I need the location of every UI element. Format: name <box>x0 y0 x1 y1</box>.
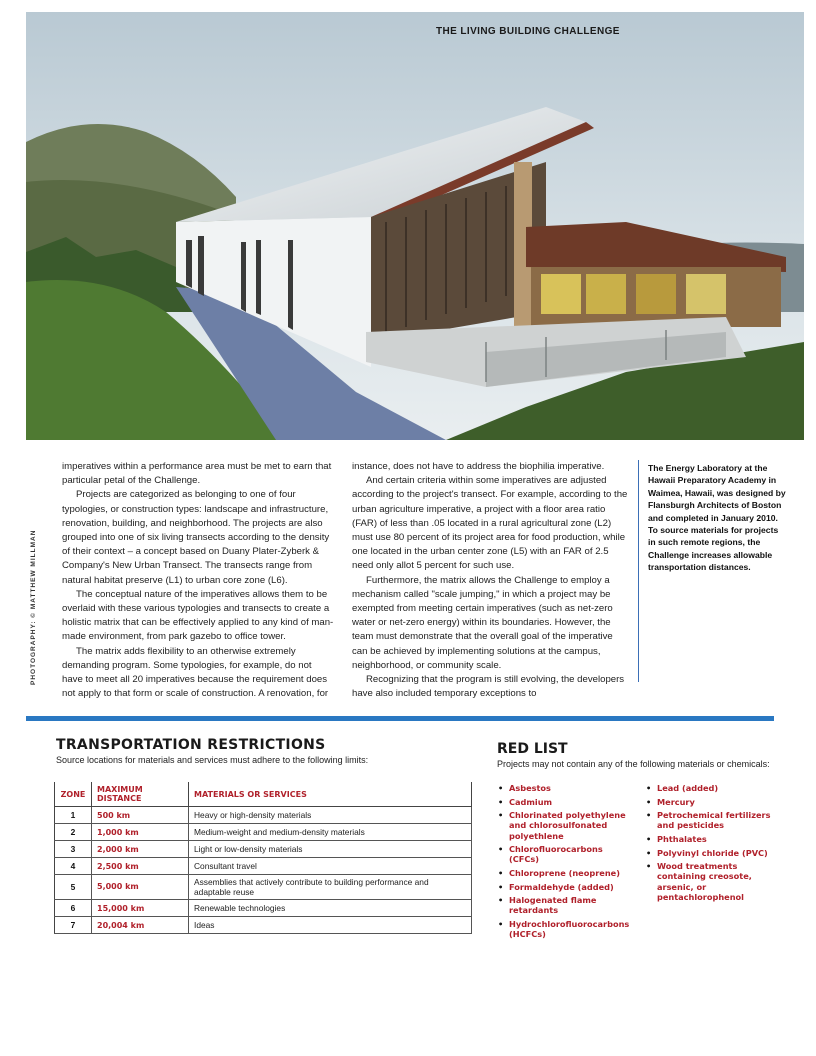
list-item: • Phthalates <box>645 834 773 844</box>
zone-cell: 7 <box>55 917 92 934</box>
paragraph: And certain criteria within some imperatives are adjusted according to the project's transect. For example, according to the urban agriculture imperative, a project with a floor area ratio (FAR) of less than .05 located in a rural agricultural zone (L2) must use 80 percent of its project area for food production, while one located in the urban center zone (L5) with an FAR of 2.5 need only allot 5 percent for such use. <box>352 475 628 572</box>
photo-caption: The Energy Laboratory at the Hawaii Preparatory Academy in Waimea, Hawaii, was designed by Flansburgh Architects of Boston and completed in January 2010. To source materials for projects in such remote regions, the Challenge increases allowable transportation distances. <box>648 463 786 573</box>
zone-cell: 2 <box>55 824 92 841</box>
materials-cell: Heavy or high-density materials <box>189 807 472 824</box>
zone-header: ZONE <box>55 782 92 807</box>
materials-header: MATERIALS OR SERVICES <box>189 782 472 807</box>
caption-divider <box>638 460 639 682</box>
distance-cell: 2,500 km <box>92 858 189 875</box>
list-item: • Polyvinyl chloride (PVC) <box>645 848 773 858</box>
zone-cell: 4 <box>55 858 92 875</box>
list-item: • Mercury <box>645 797 773 807</box>
table-row <box>55 900 472 917</box>
energy-laboratory-illustration <box>26 12 804 440</box>
list-item: • Petrochemical fertilizers and pesticides <box>645 810 773 830</box>
transportation-subtitle: Source locations for materials and services must adhere to the following limits: <box>56 755 369 765</box>
photo-credit: PHOTOGRAPHY: © MATTHEW MILLMAN <box>30 529 37 685</box>
list-item: • Formaldehyde (added) <box>497 882 629 892</box>
list-item: • Cadmium <box>497 797 629 807</box>
materials-cell: Renewable technologies <box>189 900 472 917</box>
table-row <box>55 824 472 841</box>
distance-cell: 15,000 km <box>92 900 189 917</box>
distance-cell: 1,000 km <box>92 824 189 841</box>
materials-cell: Consultant travel <box>189 858 472 875</box>
distance-header: MAXIMUM DISTANCE <box>92 782 189 807</box>
red-list-column-2 <box>645 783 773 905</box>
paragraph: instance, does not have to address the biophilia imperative. <box>352 461 605 472</box>
zone-cell: 6 <box>55 900 92 917</box>
red-list-column-1 <box>497 783 629 943</box>
paragraph: The matrix adds flexibility to an otherwise extremely demanding program. Some typologies, for example, do not have to meet all 20 imperatives because the requirement does not apply to that form or scale of construction. A renovation, for <box>62 645 329 700</box>
materials-cell: Ideas <box>189 917 472 934</box>
paragraph: The conceptual nature of the imperatives allows them to be overlaid with these various typologies and transects to create a holistic matrix that can be effectively applied to any kind of man-made environment, from park gazebo to office tower. <box>62 588 334 643</box>
zone-cell: 5 <box>55 875 92 900</box>
list-item: • Halogenated flame retardants <box>497 895 629 915</box>
table-row <box>55 858 472 875</box>
list-item: • Wood treatments containing creosote, arsenic, or pentachlorophenol <box>645 861 773 902</box>
running-head: THE LIVING BUILDING CHALLENGE <box>436 26 620 37</box>
transportation-title: TRANSPORTATION RESTRICTIONS <box>56 737 326 753</box>
list-item: • Chloroprene (neoprene) <box>497 868 629 878</box>
distance-cell: 500 km <box>92 807 189 824</box>
materials-cell: Assemblies that actively contribute to building performance and adaptable reuse <box>189 875 472 900</box>
building-photo <box>26 12 804 440</box>
list-item: • Asbestos <box>497 783 629 793</box>
zone-cell: 3 <box>55 841 92 858</box>
red-list-subtitle: Projects may not contain any of the following materials or chemicals: <box>497 759 770 769</box>
paragraph: Furthermore, the matrix allows the Challenge to employ a mechanism called "scale jumping," in which a project may be exempted from meeting certain imperatives (such as net-zero water or net-zero energy) within its boundaries. However, the team must demonstrate that the overall goal of the imperative can be achieved by implementing solutions at the campus, neighborhood, or community scale. <box>352 574 613 671</box>
table-header-row <box>55 782 472 807</box>
list-item: • Chlorofluorocarbons (CFCs) <box>497 844 629 864</box>
paragraph: imperatives within a performance area must be met to earn that particular petal of the Challenge. <box>62 461 332 487</box>
transportation-table <box>54 782 472 934</box>
paragraph: Recognizing that the program is still evolving, the developers have also included temporary exceptions to <box>352 674 625 700</box>
red-list-title: RED LIST <box>497 741 568 757</box>
section-rule <box>26 716 774 721</box>
distance-cell: 5,000 km <box>92 875 189 900</box>
table-row <box>55 841 472 858</box>
table-row <box>55 807 472 824</box>
body-column-1 <box>62 460 334 701</box>
list-item: • Hydrochlorofluorocarbons (HCFCs) <box>497 919 629 939</box>
zone-cell: 1 <box>55 807 92 824</box>
materials-cell: Light or low-density materials <box>189 841 472 858</box>
distance-cell: 2,000 km <box>92 841 189 858</box>
table-row <box>55 875 472 900</box>
list-item: • Chlorinated polyethylene and chlorosulfonated polyethlene <box>497 810 629 841</box>
list-item: • Lead (added) <box>645 783 773 793</box>
distance-cell: 20,004 km <box>92 917 189 934</box>
body-column-2 <box>352 460 630 701</box>
table-row <box>55 917 472 934</box>
paragraph: Projects are categorized as belonging to one of four typologies, or construction types: landscape and infrastructure, renovation, building, and neighborhood. The projects are also grouped into one of six living transects according to the density of their context – a concept based on Duany Plater-Zyberk & Company's New Urban Transect. The transects range from natural habitat preserve (L1) to urban core zone (L6). <box>62 489 330 586</box>
materials-cell: Medium-weight and medium-density materials <box>189 824 472 841</box>
